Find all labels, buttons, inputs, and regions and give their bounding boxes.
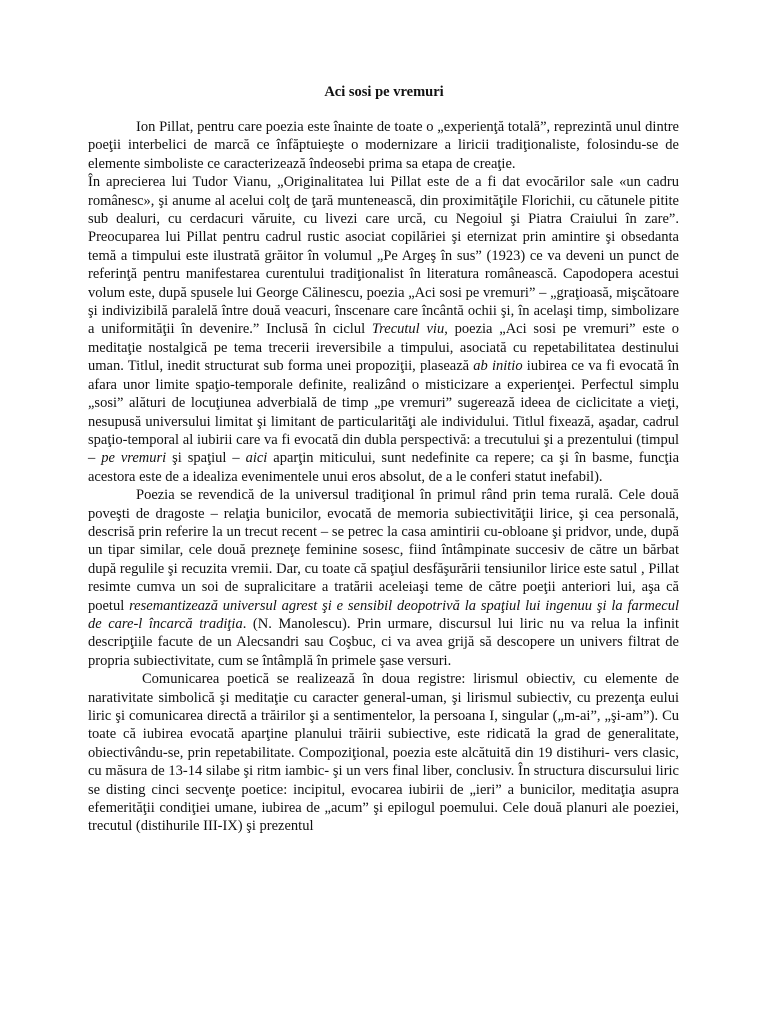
paragraph-text: . (N. Manolescu). Prin urmare, discursul lui liric nu va relua la infinit descripţiile facute de un Alecsandri sau Coşbuc, ci va avea grijă să descopere un univers filtrat de propria subiectivitate, cum se întâmplă în primele şase versuri. [88,615,679,669]
paragraph-text: În aprecierea lui Tudor Vianu, „Originalitatea lui Pillat este de a fi dat evocărilor sale «un cadru românesc», şi anume al acelui colţ de ţară muntenească, din proximităţile Florichii, cu cătunele pitite sub dealuri, cu cerdacuri văruite, cu livezi care urcă, cu Negoiul şi Piatra Craiului în zare”. Preocuparea lui Pillat pentru cadrul rustic asociat copilăriei şi eternizat prin amintire şi obsedanta temă a timpului este ilustrată grăitor în volumul „Pe Argeş în sus” (1923) ce va deveni un punct de referinţă pentru manifestarea curentului tradiţionalist în literatura românească. Capodopera acestui volum este, după spusele lui George Călinescu, poezia „Aci sosi pe vremuri” – „graţioasă, mişcătoare şi indivizibilă paralelă între două veacuri, înscenare care încântă ochii şi, în acelaşi timp, simbolizare a uniformităţii în devenire.” Inclusă în ciclul [88,174,679,338]
paragraph-text: Comunicarea poetică se realizează în doua registre: lirismul obiectiv, cu elemente de narativitate simbolică şi meditaţie cu caracter general-uman, şi lirismul subiectiv, cu prezenţa eului liric şi comunicarea directă a trăirilor şi a sentimentelor, la persoana I, singular („m-ai”, „şi-am”). Cu toate că iubirea evocată aparţine planului trăirii subiective, este ridicată la grad de generalitate, obiectivându-se, prin repetabilitate. Compoziţional, poezia este alcătuită din 19 distihuri- vers clasic, cu măsura de 13-14 silabe şi ritm iambic- şi un vers final liber, conclusiv. În structura discursului liric se disting cinci secvenţe poetice: incipitul, evocarea iubirii de „ieri” a bunicilor, meditaţia asupra efemerităţii condiţiei umane, iubirea de „acum” şi epilogul poemului. Cele două planuri ale poeziei, trecutul (distihurile III-IX) şi prezentul [88,671,679,835]
paragraph [88,486,679,670]
paragraph-text: Ion Pillat, pentru care poezia este înainte de toate o „experienţă totală”, reprezintă unul dintre poeţii interbelici de marcă ce înfăptuieşte o modernizare a liricii tradiţionaliste, folosindu-se de elemente simboliste ce caracterizează îndeosebi prima sa etapa de creaţie. [88,119,679,172]
paragraph [88,173,679,486]
italic-text: pe vremuri [101,450,167,467]
paragraph [88,118,679,173]
paragraph-text: iubirea ce va fi evocată în afara unor limite spaţio-temporale definite, realizând o misticizare a experienţei. Perfectul simplu „sosi” alături de locuţiunea adverbială de timp „pe vremuri” sugerează ideea de ciclicitate a vieţi, nesupusă universului limitat şi limitant de particularităţi ale individului. Titlul fixează, aşadar, cadrul spaţio-temporal al iubirii care va fi evocată din dubla perspectivă: a trecutului şi a prezentului (timpul – [88,358,679,467]
paragraph-text: , poezia „Aci sosi pe vremuri” este o meditaţie nostalgică pe tema trecerii ireversibile a timpului, asociată cu repetabilitatea destinului uman. Titlul, inedit structurat sub forma unei propoziţii, plasează [88,321,679,375]
paragraph [88,670,679,836]
paragraph-text: aparţin miticului, sunt nedefinite ca repere; ca şi în basme, funcţia acestora este de a idealiza evenimentele unui eros absolut, de a le conferi statut inefabil). [88,450,680,485]
document-body [88,118,679,836]
italic-text: aici [245,450,268,467]
document-title: Aci sosi pe vremuri [324,84,444,100]
italic-text: Trecutul viu [371,321,445,338]
paragraph-text: şi spaţiul – [166,450,246,467]
italic-text: ab initio [473,358,523,375]
italic-text: resemantizează universul agrest şi e sensibil deopotrivă la spaţiul lui ingenuu şi la farmecul de care-l încarcă tradiţia [88,597,679,632]
paragraph-text: Poezia se revendică de la universul tradiţional în primul rând prin tema rurală. Cele două poveşti de dragoste – relaţia bunicilor, evocată de memoria subiectivităţii lirice, şi cea personală, descrisă prin referire la un trecut recent – se petrec la casa amintirii cu-obloane şi pridvor, unde, după un tipar similar, cele două prezneţe feminine sosesc, fiind întâmpinate succesiv de către un bărbat după regulile şi recuzita vremii. Dar, cu toate că spaţiul desfăşurării tensiunilor lirice este satul , Pillat resimte cumva un soi de supralicitare a tratării aceleiaşi teme de către poeţii anteriori lui, aşa că poetul [88,487,679,614]
